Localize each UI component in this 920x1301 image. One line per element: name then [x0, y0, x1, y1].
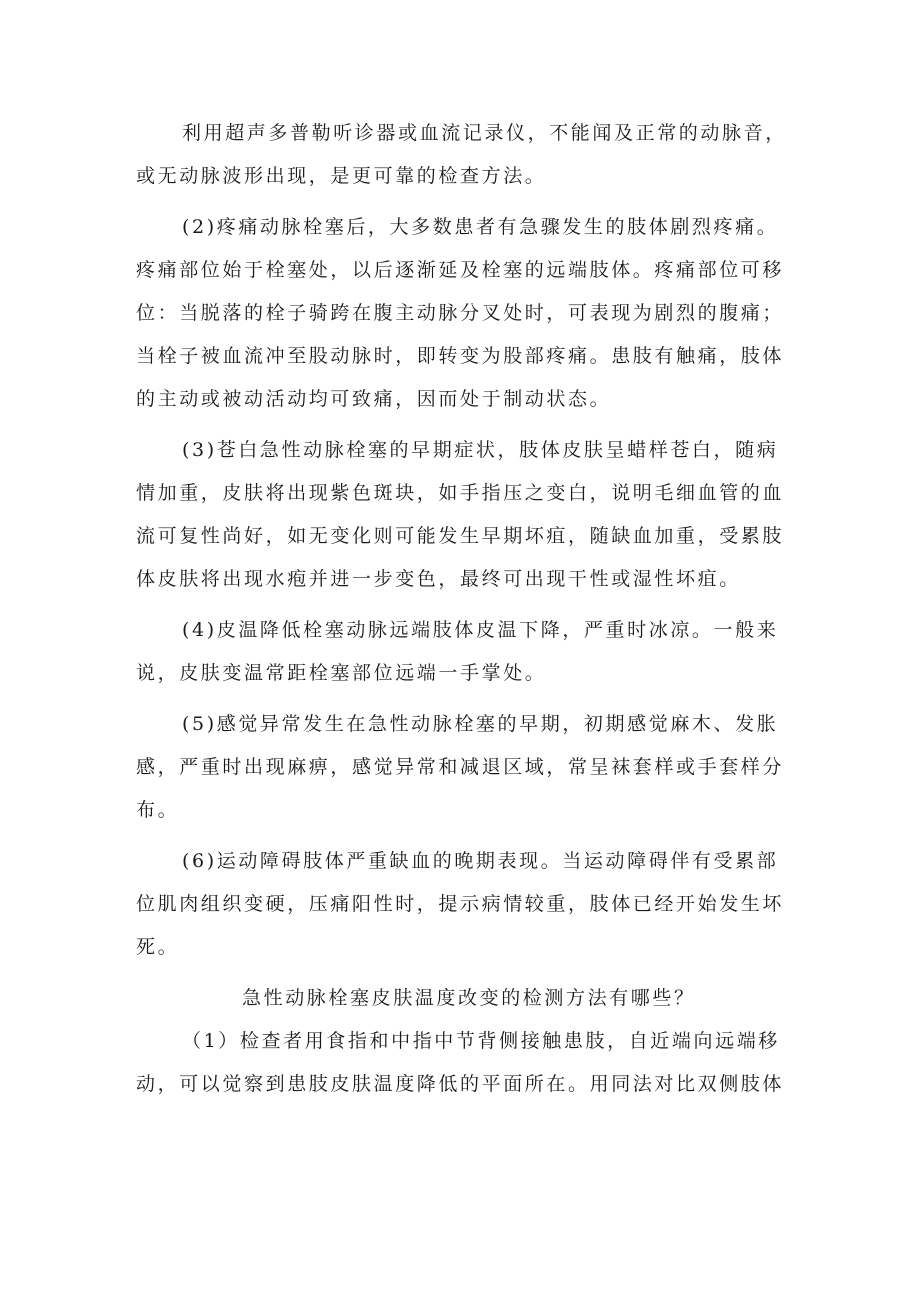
text-line: （1）检查者用食指和中指中节背侧接触患肢，自近端向远端移 — [182, 1030, 780, 1052]
text-line: (6)运动障碍肢体严重缺血的晚期表现。当运动障碍伴有受累部 — [182, 850, 779, 872]
text-line: 当栓子被血流冲至股动脉时，即转变为股部疼痛。患肢有触痛，肢体 — [136, 345, 785, 367]
paragraph-motor — [136, 840, 796, 969]
paragraph-sensory — [136, 703, 796, 832]
text-line: 体皮肤将出现水疱并进一步变色，最终可出现干性或湿性坏疽。 — [136, 568, 741, 590]
text-line: 利用超声多普勒听诊器或血流记录仪，不能闻及正常的动脉音， — [182, 122, 787, 144]
paragraph-detection-method — [136, 1020, 796, 1106]
text-line: 情加重，皮肤将出现紫色斑块，如手指压之变白，说明毛细血管的血 — [136, 482, 785, 504]
text-line: 位：当脱落的栓子骑跨在腹主动脉分叉处时，可表现为剧烈的腹痛； — [136, 302, 785, 324]
text-line: 死。 — [136, 936, 180, 958]
text-line: (5)感觉异常发生在急性动脉栓塞的早期，初期感觉麻木、发胀 — [182, 713, 779, 735]
paragraph-doppler — [136, 112, 796, 198]
text-line: 流可复性尚好，如无变化则可能发生早期坏疽，随缺血加重，受累肢 — [136, 525, 785, 547]
text-line: 疼痛部位始于栓塞处，以后逐渐延及栓塞的远端肢体。疼痛部位可移 — [136, 259, 785, 281]
paragraph-pain — [136, 206, 796, 421]
text-line: 的主动或被动活动均可致痛，因而处于制动状态。 — [136, 388, 612, 410]
text-line: 布。 — [136, 799, 180, 821]
text-line: (3)苍白急性动脉栓塞的早期症状，肢体皮肤呈蜡样苍白，随病 — [182, 439, 779, 461]
text-line: 动，可以觉察到患肢皮肤温度降低的平面所在。用同法对比双侧肢体 — [136, 1073, 785, 1095]
text-line: 说，皮肤变温常距栓塞部位远端一手掌处。 — [136, 662, 547, 684]
text-line: 或无动脉波形出现，是更可靠的检查方法。 — [136, 165, 547, 187]
text-line: 位肌肉组织变硬，压痛阳性时，提示病情较重，肢体已经开始发生坏 — [136, 893, 785, 915]
text-line: (2)疼痛动脉栓塞后，大多数患者有急骤发生的肢体剧烈疼痛。 — [182, 216, 779, 238]
paragraph-skin-temperature — [136, 609, 796, 695]
text-line: 感，严重时出现麻痹，感觉异常和减退区域，常呈袜套样或手套样分 — [136, 756, 785, 778]
section-heading: 急性动脉栓塞皮肤温度改变的检测方法有哪些？ — [242, 987, 696, 1009]
paragraph-pallor — [136, 429, 796, 601]
text-line: (4)皮温降低栓塞动脉远端肢体皮温下降，严重时冰凉。一般来 — [182, 619, 779, 641]
